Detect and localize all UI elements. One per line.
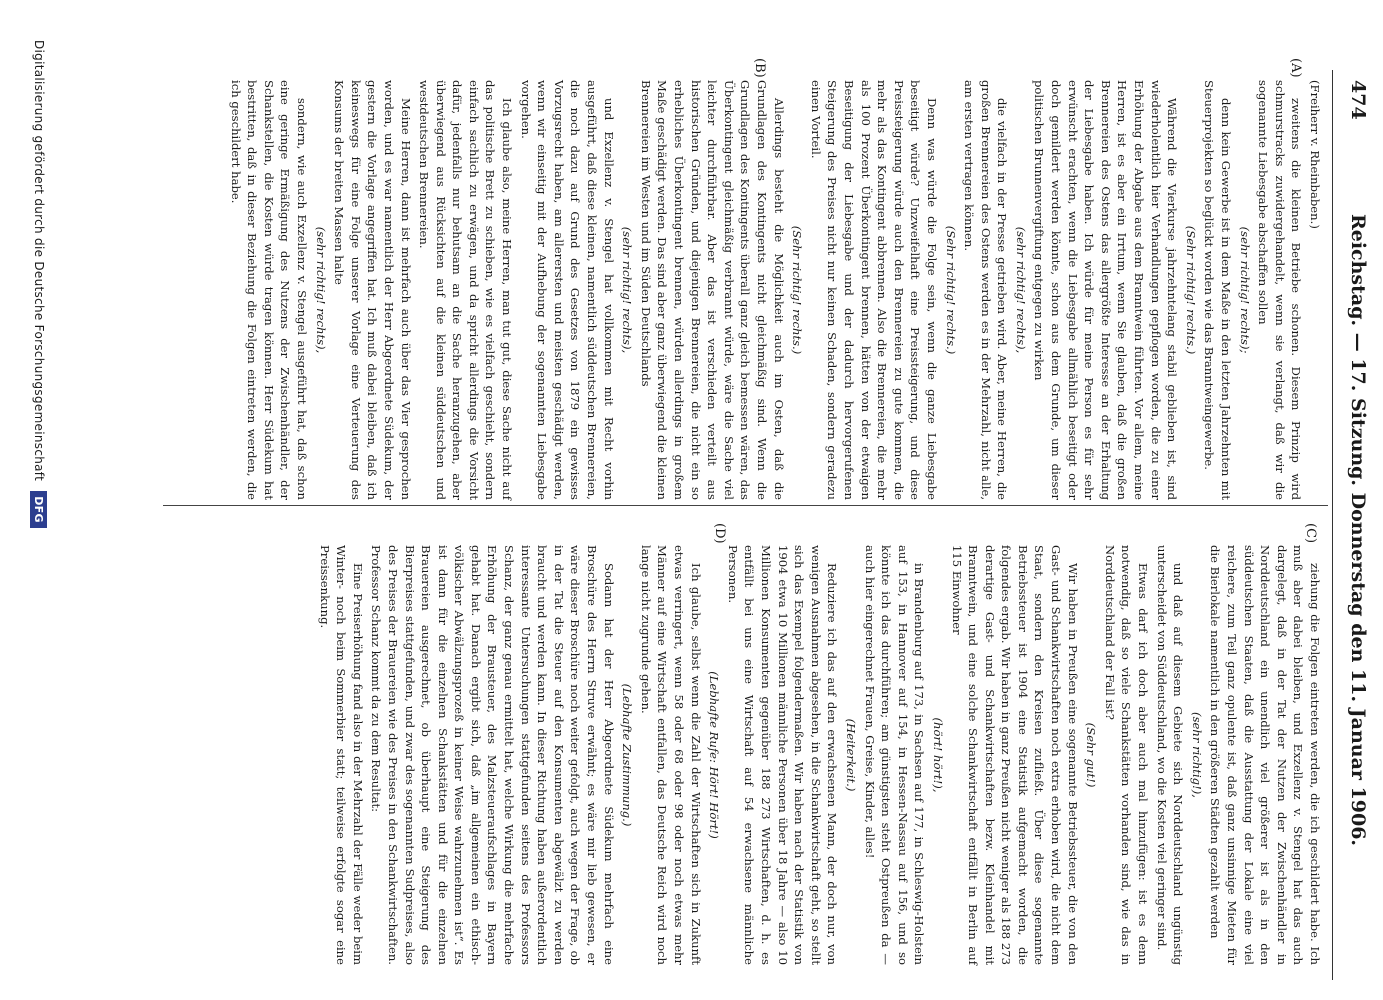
page-header (1335, 80, 1375, 980)
reaction: (sehr richtig! rechts), (620, 226, 635, 354)
reaction: (Sehr richtig! rechts.) (1183, 225, 1198, 355)
paragraph: in Brandenburg auf 173, in Sachsen auf 177, in Schleswig-Holstein auf 153, in Hannover auf 154, in Hessen-Nassau auf 156, und so könnte ich das durchführen; am günstigsten steht Ostpreußen da — auch hier eingerechnet Frauen, Greise, Kinder, alles! (862, 545, 927, 965)
paragraph: Ich glaube also, meine Herren, man tut gut, diese Sache nicht auf das politische Brett zu schieben, wie es vielfach geschieht, sondern einfach sachlich zu erwägen, und da spricht allerdings die Vorsicht dafür, jedenfalls nur behutsam an die Sache heranzugehen, aber überwiegend aus Rücksichten auf die kleinen süddeutschen und westdeutschen Brennereien. (417, 80, 515, 500)
reaction: (sehr richtig! rechts), (1013, 226, 1028, 354)
paragraph: die vielfach in der Presse getrieben wird. Aber, meine Herren, die großen Brennereien des Ostens werden es in der Mehrzahl, nicht alle, am ersten vertragen können. (962, 80, 1010, 500)
margin-letter-a: (A) (1288, 58, 1303, 78)
page-number: 474 (1347, 80, 1369, 120)
header-rule (1332, 70, 1333, 980)
paragraph: Reduziere ich das auf den erwachsenen Mann, der doch nur, von wenigen Ausnahmen abgesehen, in die Schankwirtschaft geht, so stellt sich das Exempel folgendermaßen. Wir haben nach der Statistik von 1904 etwa 10 Millionen männliche Personen über 18 Jahre — also 10 Millionen Konsumenten gegenüber 188 273 Wirtschaften, d. h. es entfällt bei uns eine Wirtschaft auf 54 erwachsene männliche Personen. (725, 545, 840, 965)
reaction: (Sehr richtig! rechts.) (943, 225, 958, 355)
reaction: (hört! hört!), (930, 717, 945, 793)
reaction: (Lebhafte Zustimmung.) (620, 683, 635, 827)
paragraph: und daß auf diesem Gebiete sich Norddeutschland ungünstig unterscheidet von Süddeutschland, wo die Kosten viel geringer sind. (1154, 545, 1186, 965)
reaction: (sehr richtig!), (1189, 712, 1204, 798)
credit-text: Digitalisierung gefördert durch die Deutsche Forschungsgemeinschaft (32, 40, 46, 482)
reaction: (Lebhafte Rufe: Hört! Hört!) (707, 671, 722, 839)
reaction: (sehr richtig! rechts), (313, 226, 328, 354)
reaction: (Heiterkeit.) (843, 718, 858, 792)
paragraph: Denn was würde die Folge sein, wenn die ganze Liebesgabe beseitigt würde? Unzweifelhaft eine Preissteigerung, und diese Preissteigerung würde auch den Brennereien zu gute kommen, die mehr als das Kontingent abbrennen. Also die Brennereien, die mehr als 100 Prozent Überkontingent brennen, hätten von der etwaigen Beseitigung der Liebesgabe und der dadurch hervorgerufenen Steigerung des Preises nicht nur keinen Schaden, sondern geradezu einen Vorteil. (808, 80, 939, 500)
paragraph: Eine Preiserhöhung fand also in der Mehrzahl der Fälle weder beim Winter- noch beim Sommerbier statt; teilweise erfolgte sogar eine Preissenkung. (317, 545, 365, 965)
paragraph: Wir haben in Preußen eine sogenannte Betriebssteuer, die von den Gast- und Schankwirtschaften noch extra erhoben wird, die nicht dem Staat, sondern den Kreisen zufließt. Über diese sogenannte Betriebssteuer ist 1904 eine Statistik aufgemacht worden, die folgendes ergab. Wir haben in ganz Preußen nicht weniger als 188 273 derartige Gast- und Schankwirtschaften bezw. Kleinhandel mit Branntwein, und eine solche Schankwirtschaft entfällt in Berlin auf 115 Einwohner (949, 545, 1080, 965)
reaction: (sehr richtig! rechts); (1237, 226, 1252, 354)
paragraph: und Exzellenz v. Stengel hat vollkommen mit Recht vorhin ausgeführt, daß diese kleinen, namentlich süddeutschen Brennereien, die noch dazu auf Grund des Gesetzes von 1879 ein gewisses Vorzugsrecht haben, am allerersten und meisten geschädigt werden, wenn wir einseitig mit der Aufhebung der sogenannten Liebesgabe vorgehen. (518, 80, 616, 500)
left-column (225, 58, 1323, 500)
running-title: Reichstag. — 17. Sitzung. Donnerstag den 11. Januar 1906. (1347, 213, 1369, 847)
reaction: (Sehr gut!) (1084, 722, 1099, 788)
speaker-name: (Freiherr v. Rheinbaben.) (1308, 80, 1322, 229)
footer-credit (30, 40, 47, 528)
dfg-logo: DFG (30, 491, 47, 528)
margin-letter-c: (C) (1303, 523, 1318, 544)
margin-letter-b: (B) (752, 58, 767, 78)
paragraph: ziehung die Folgen eintreten werden, die ich geschildert habe. Ich muß aber dabei bleiben, und Exzellenz v. Stengel hat das auch dargelegt, daß in der Tat der Nutzen der Zwischenhändler in Norddeutschland ein unendlich viel größerer ist als in den süddeutschen Staaten, daß die Ausstattung der Lokale eine viel reichere, zum Teil ganz opulente ist, daß ganz unsinnige Mieten für die Bierlokale namentlich in den größeren Städten gezahlt werden (1208, 545, 1322, 965)
paragraph: Während die Vierkurse jahrzehntelang stabil geblieben ist, sind wiederholentlich hier Verhandlungen gepflogen worden, die zu einer Erhöhung der Abgabe aus dem Branntwein führten. Vor allem, meine Herren, ist es aber ein Irrtum, wenn Sie glauben, daß die großen Brennereien des Ostens das allergrößte Interesse an der Erhaltung der Liebesgabe haben. Ich würde für meine Person es für sehr erwünscht erachten, wenn die Liebesgabe allmählich beseitigt oder doch gemildert werden könnte, schon aus dem Grunde, um dieser politischen Brunnenvergiftung entgegen zu wirken (1032, 80, 1180, 500)
column-divider (163, 505, 1328, 506)
paragraph: sondern, wie auch Exzellenz v. Stengel ausgeführt hat, daß schon eine geringe Ermäßigung des Nutzens der Zwischenhändler, der Schankstellen, die Kosten würde tragen können. Herr Südekum hat bestritten, daß in dieser Beziehung die Folgen eintreten werden, die ich geschildert habe. (228, 80, 309, 500)
paragraph: denn kein Gewerbe ist in dem Maße in den letzten Jahrzehnten mit Steuerprojekten so beglückt worden wie das Branntweingewerbe. (1202, 80, 1234, 500)
paragraph: Allerdings besteht die Möglichkeit auch im Osten, daß die Grundlagen des Kontingents nicht gleichmäßig sind. Wenn die Grundlagen des Kontingents überall ganz gleich bemessen wären, das Überkontingent gleichmäßig verbrannt würde, wäre die Sache viel leichter durchführbar. Aber das ist verschieden verteilt aus historischen Gründen, und diejenigen Brennereien, die nicht ein so erhebliches Überkontingent brennen, würden allerdings in großem Maße geschädigt werden. Das sind aber ganz überwiegend die kleinen Brennereien im Westen und im Süden Deutschlands (638, 80, 786, 500)
paragraph: Sodann hat der Herr Abgeordnete Südekum mehrfach eine Broschüre des Herrn Struve erwähnt; es wäre mir lieb gewesen, er wäre dieser Broschüre noch weiter gefolgt, auch wegen der Frage, ob in der Tat die Steuer auf den Konsumenten abgewälzt zu werden braucht und werden kann. In dieser Richtung haben außerordentlich interessante Untersuchungen stattgefunden seitens des Professors Schanz, der ganz genau ermittelt hat, welche Wirkung die mehrfache Erhöhung der Brausteuer, des Malzsteueraufschlages in Bayern gehabt hat. Danach ergibt sich, daß „im allgemeinen ein ethisch-völkischer Abwälzungsprozeß in keiner Weise wahrzunehmen ist“. Es ist dann für die einzelnen Schankstätten und für die einzelnen Brauereien ausgerechnet, ob überhaupt eine Steigerung des Bierpreises stattgefunden, und zwar des sogenannten Sudpreises, also des Preises der Brauereien wie des Preises in den Schankwirtschaften. Professor Schanz kommt da zu dem Resultat: (369, 545, 616, 965)
right-column (314, 523, 1323, 965)
reaction: (Sehr richtig! rechts.) (790, 225, 805, 355)
paragraph: Ich glaube, selbst wenn die Zahl der Wirtschaften sich in Zukunft etwas verringert, wenn 58 oder 68 oder 98 oder noch etwas mehr Männer auf eine Wirtschaft entfallen, das Deutsche Reich wird noch lange nicht zugrunde gehen. (638, 545, 703, 965)
margin-letter-d: (D) (712, 523, 727, 544)
paragraph: Etwas darf ich doch aber auch mal hinzufügen: ist es denn notwendig, daß so viele Schankstätten vorhanden sind, wie das in Norddeutschland der Fall ist? (1102, 545, 1151, 965)
paragraph: Meine Herren, dann ist mehrfach auch über das Vier gesprochen worden, und es war namentlich der Herr Abgeordnete Südekum, der gestern die Vorlage angegriffen hat. Ich muß dabei bleiben, daß ich keineswegs für eine Folge unserer Vorlage eine Verteuerung des Konsums der breiten Massen halte (332, 80, 413, 500)
paragraph: zweitens die kleinen Betriebe schonen. Diesem Prinzip wird schmurstracks zuwidergehandelt, wenn sie verlangt, daß wir die sogenannte Liebesgabe abschaffen sollen (1256, 80, 1304, 500)
